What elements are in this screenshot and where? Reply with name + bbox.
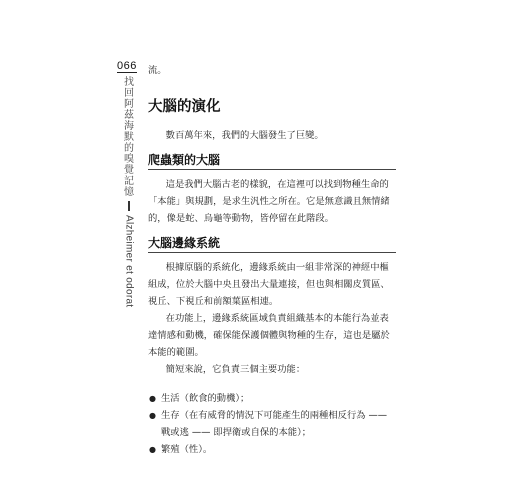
chapter-title: 大腦的演化 — [148, 99, 221, 115]
page-number-rule — [117, 72, 137, 73]
function-list — [148, 390, 396, 458]
opening-line: 流。 — [148, 65, 167, 76]
list-item — [148, 441, 396, 458]
limbic-system-paragraph: 簡短來說，它負責三個主要功能： — [165, 364, 306, 375]
bullet-icon: ● — [149, 445, 156, 454]
bullet-icon: ● — [149, 411, 156, 420]
reptilian-brain-paragraph: 這是我們大腦古老的樣貌，在這裡可以找到物種生命的「本能」與規劃，是求生汎性之所在。它是無意識且無情緒的，像是蛇、烏龜等動物，皆停留在此階段。 — [148, 179, 390, 224]
main-text — [148, 62, 396, 458]
running-head-separator — [128, 201, 130, 211]
section-title-reptilian-brain: 爬蟲類的大腦 — [148, 152, 396, 170]
list-item — [148, 407, 396, 441]
limbic-system-paragraph: 在功能上，邊緣系統區域負責組織基本的本能行為並表達情感和動機，確保能保護個體與物種的生存，這也是屬於本能的範圍。 — [148, 313, 390, 358]
list-item-text: 生活（飲食的動機）； — [161, 393, 250, 404]
running-head-subtitle: Alzheimer et odorat — [123, 215, 135, 308]
section-title-limbic-system: 大腦邊緣系統 — [148, 235, 396, 253]
list-item-text: 生存（在有威脅的情況下可能產生的兩種相反行為 —— 戰或逃 —— 即捍衛或自保的本能）； — [161, 410, 388, 438]
limbic-system-paragraph: 根據原腦的系統化，邊緣系統由一組非常深的神經中樞組成，位於大腦中央且發出大量連接，但也與相關皮質區、視丘、下視丘和前額葉區相連。 — [148, 262, 390, 307]
list-item — [148, 390, 396, 407]
bullet-icon: ● — [149, 394, 156, 403]
chapter-intro: 數百萬年來，我們的大腦發生了巨變。 — [165, 130, 324, 141]
page-number: 066 — [117, 60, 137, 72]
spacer — [148, 378, 396, 390]
list-item-text: 繁殖（性）。 — [161, 444, 213, 455]
running-head — [123, 77, 135, 307]
running-head-title: 找 回 阿 茲 海 默 的 嗅 覺 記 憶 — [124, 77, 134, 198]
